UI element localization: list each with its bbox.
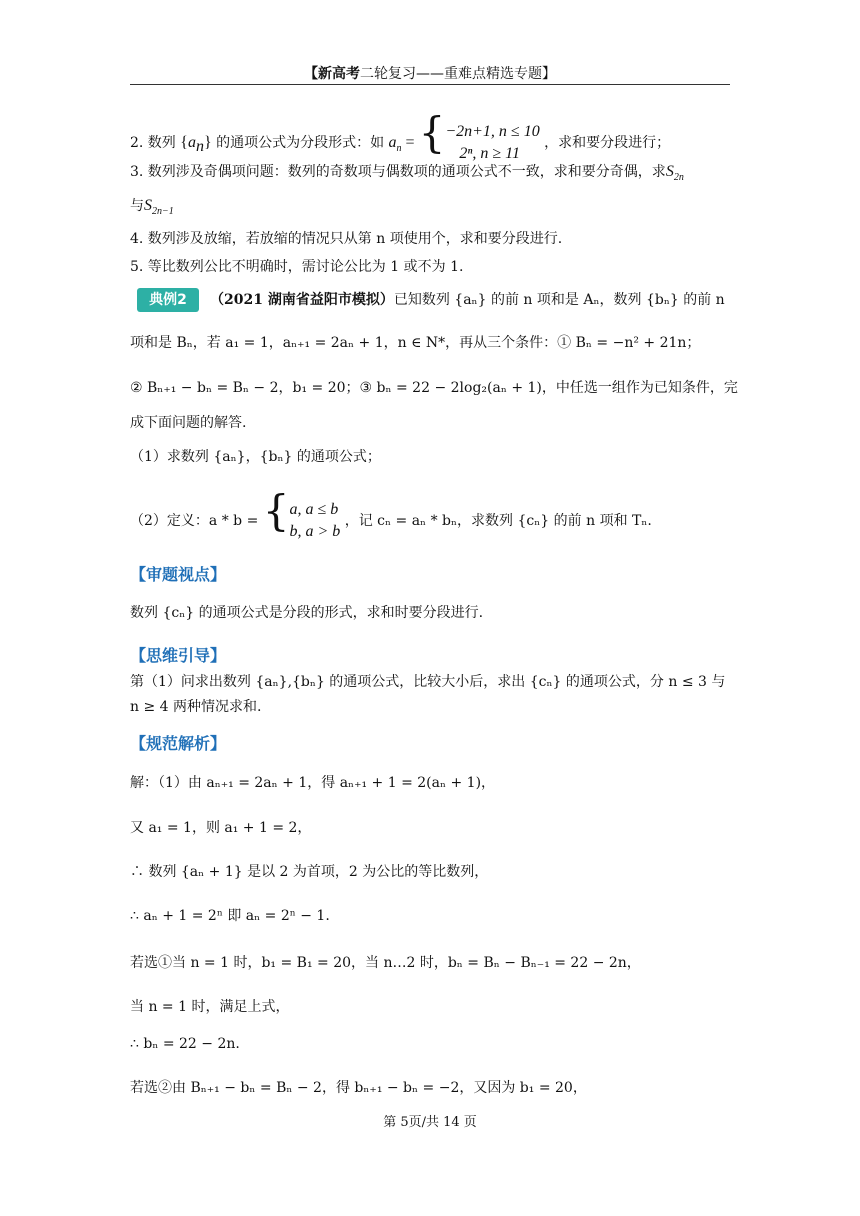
guide-title: 【思维引导】 xyxy=(130,646,227,665)
solution-line-4: ∴ aₙ + 1 = 2ⁿ 即 aₙ = 2ⁿ − 1. xyxy=(130,908,330,924)
example-source: （2021 湖南省益阳市模拟） xyxy=(210,292,394,308)
list-item-4: 4. 数列涉及放缩，若放缩的情况只从第 n 项使用个，求和要分段进行. xyxy=(130,231,563,247)
guide-line-1: 第（1）问求出数列 {aₙ},{bₙ} 的通项公式，比较大小后，求出 {cₙ} 的通项公式，分 n ≤ 3 与 xyxy=(130,674,726,690)
s2n-1-symbol: $S_{2n-1}$ xyxy=(144,197,174,218)
item3-text: 3. 数列涉及奇偶项问题：数列的奇数项与偶数项的通项公式不一致，求和要分奇偶，求 xyxy=(130,164,666,180)
header-rest: 二轮复习——重难点精选专题】 xyxy=(360,66,556,82)
guide-line-2: n ≥ 4 两种情况求和. xyxy=(130,699,262,715)
solution-line-7: ∴ bₙ = 22 − 2n. xyxy=(130,1036,240,1052)
solution-line-6: 当 n = 1 时，满足上式， xyxy=(130,999,290,1015)
q2-case1: a, a ≤ b xyxy=(289,501,339,518)
page-footer: 第 5页/共 14 页 xyxy=(383,1115,477,1130)
q2-suffix: ，记 cₙ = aₙ * bₙ，求数列 {cₙ} 的前 n 项和 Tₙ. xyxy=(344,513,652,529)
q2-case2: b, a > b xyxy=(289,523,341,540)
question-2 xyxy=(130,486,652,543)
list-item-3 xyxy=(130,162,684,188)
case-brace: { xyxy=(418,108,446,157)
solution-line-3: ∴ 数列 {aₙ + 1} 是以 2 为首项，2 为公比的等比数列， xyxy=(130,864,489,880)
solution-line-1: 解：（1）由 aₙ₊₁ = 2aₙ + 1，得 aₙ₊₁ + 1 = 2(aₙ + 1)， xyxy=(130,775,496,791)
list-item-3-cont xyxy=(130,196,174,222)
case2: 2ⁿ, n ≥ 11 xyxy=(459,145,520,162)
example-line-4: 成下面问题的解答. xyxy=(130,415,247,431)
seq-a-symbol: $\{a_n\}$ xyxy=(180,134,212,156)
viewpoint-title: 【审题视点】 xyxy=(130,565,227,584)
case1: −2n+1, n ≤ 10 xyxy=(445,123,540,140)
item3-cont: 与 xyxy=(130,198,144,214)
example-badge: 典例2 xyxy=(137,288,199,312)
q2-brace: { xyxy=(262,486,290,535)
an-symbol: $a_n$ xyxy=(388,134,402,155)
s2n-symbol: $S_{2n}$ xyxy=(665,163,684,184)
item2-suffix: ，求和要分段进行； xyxy=(544,135,671,151)
example-line-3: ② Bₙ₊₁ − bₙ = Bₙ − 2，b₁ = 20；③ bₙ = 22 − 2log₂(aₙ + 1)，中任选一组作为已知条件，完 xyxy=(130,380,738,396)
question-1: （1）求数列 {aₙ}，{bₙ} 的通项公式； xyxy=(130,449,381,465)
item2-prefix: 2. 数列 xyxy=(130,135,176,151)
example-line-1 xyxy=(210,290,725,310)
page-header xyxy=(0,63,860,83)
example-line-2: 项和是 Bₙ，若 a₁ = 1，aₙ₊₁ = 2aₙ + 1，n ∈ N*，再从三个条件：① Bₙ = −n² + 21n； xyxy=(130,335,701,351)
list-item-2: 2. 数列 $\{a_n\}$ 的通项公式为分段形式：如 $a_n = \{-2n+1$, n ≤ 10 2ⁿ, n ≥ 11 ，求和要分段进行； xyxy=(130,112,670,165)
list-item-5: 5. 等比数列公比不明确时，需讨论公比为 1 或不为 1. xyxy=(130,259,464,275)
piecewise-cases xyxy=(445,121,539,165)
header-bold: 【新高考 xyxy=(304,66,360,82)
item2-mid: 的通项公式为分段形式：如 xyxy=(216,135,385,151)
viewpoint-text: 数列 {cₙ} 的通项公式是分段的形式，求和时要分段进行. xyxy=(130,605,484,621)
q2-cases xyxy=(289,499,340,543)
solution-line-2: 又 a₁ = 1，则 a₁ + 1 = 2， xyxy=(130,820,312,836)
solution-line-5: 若选①当 n = 1 时，b₁ = B₁ = 20，当 n…2 时，bₙ = Bₙ − Bₙ₋₁ = 22 − 2n， xyxy=(130,955,641,971)
header-rule xyxy=(130,84,730,85)
analysis-title: 【规范解析】 xyxy=(130,734,227,753)
q2-prefix: （2）定义：a * b = xyxy=(130,513,259,529)
solution-line-8: 若选②由 Bₙ₊₁ − bₙ = Bₙ − 2，得 bₙ₊₁ − bₙ = −2，又因为 b₁ = 20， xyxy=(130,1080,587,1096)
example-text-1: 已知数列 {aₙ} 的前 n 项和是 Aₙ，数列 {bₙ} 的前 n xyxy=(393,292,725,308)
